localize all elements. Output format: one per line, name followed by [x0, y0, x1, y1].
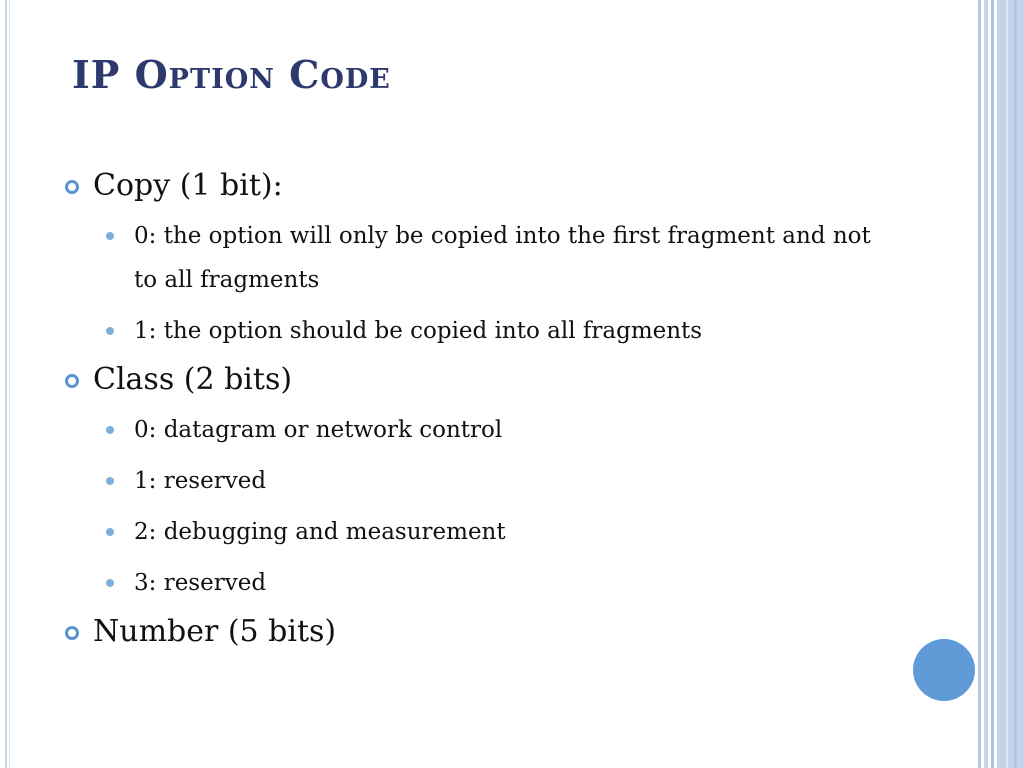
sub-bullet-item [62, 510, 882, 554]
sub-bullet-text: 2: debugging and measurement [134, 519, 506, 545]
ring-bullet-icon [65, 180, 79, 194]
dot-bullet-icon [106, 477, 114, 485]
bullet-text: Copy (1 bit): [93, 168, 283, 203]
sub-bullet-item [62, 214, 882, 302]
right-stripe [1006, 0, 1008, 768]
bullet-item [62, 166, 882, 206]
sub-bullet-text: 0: the option will only be copied into the first fragment and not to all fragments [134, 223, 871, 293]
right-stripe [1014, 0, 1017, 768]
bullet-text: Number (5 bits) [93, 614, 337, 649]
dot-bullet-icon [106, 528, 114, 536]
bullet-item [62, 612, 882, 652]
sub-bullet-text: 1: the option should be copied into all fragments [134, 318, 703, 344]
sub-bullet-item [62, 459, 882, 503]
sub-bullet-text: 0: datagram or network control [134, 417, 503, 443]
dot-bullet-icon [106, 232, 114, 240]
sub-bullet-item [62, 309, 882, 353]
bullet-item [62, 360, 882, 400]
sub-bullet-item [62, 408, 882, 452]
left-border-line-inner [9, 0, 10, 768]
dot-bullet-icon [106, 579, 114, 587]
right-stripe [991, 0, 994, 768]
dot-bullet-icon [106, 327, 114, 335]
right-stripe [978, 0, 981, 768]
bullet-list [62, 166, 882, 660]
sub-bullet-text: 3: reserved [134, 570, 267, 596]
left-border-line [5, 0, 7, 768]
ring-bullet-icon [65, 626, 79, 640]
slide-title: IP Option Code [72, 52, 391, 97]
sub-bullet-text: 1: reserved [134, 468, 267, 494]
bullet-text: Class (2 bits) [93, 362, 293, 397]
right-stripe-band [997, 0, 1024, 768]
dot-bullet-icon [106, 426, 114, 434]
ring-bullet-icon [65, 374, 79, 388]
decorative-circle [913, 639, 975, 701]
sub-bullet-item [62, 561, 882, 605]
right-stripe [984, 0, 988, 768]
